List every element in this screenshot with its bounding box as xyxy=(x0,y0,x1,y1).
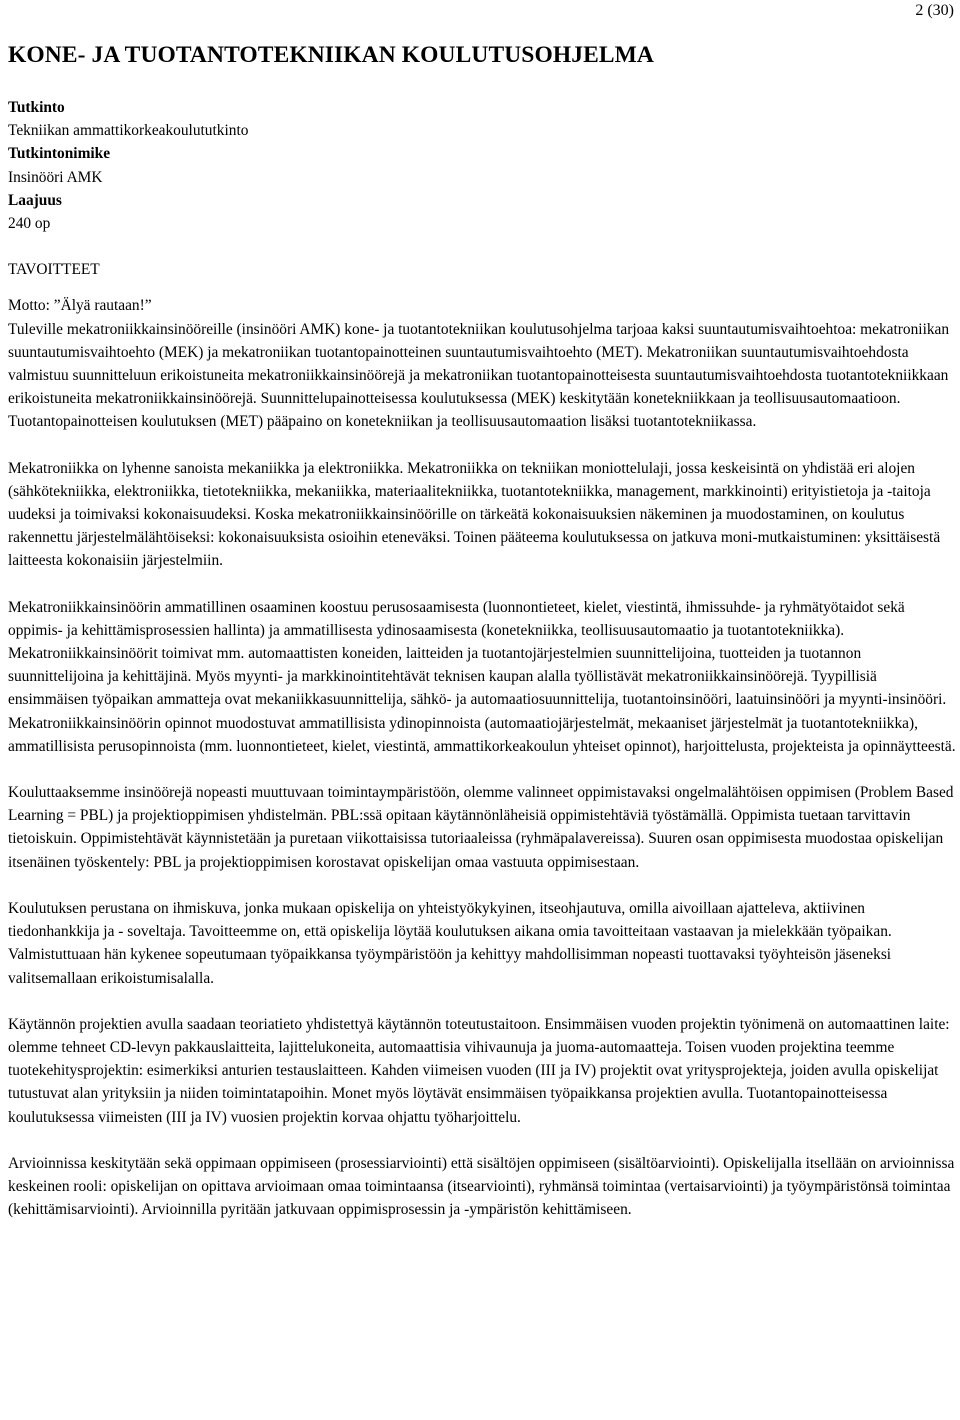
paragraph-assessment: Arvioinnissa keskitytään sekä oppimaan oppimiseen (prosessiarviointi) että sisältöjen oppimiseen (sisältöarviointi). Opiskelijalla itsellään on arvioinnissa keskeinen rooli: opiskelijan on opittava arvioimaan omaa toimintaansa (itsearviointi), ryhmänsä toimintaa (vertaisarviointi) ja työympäristönsä toimintaa (kehittämisarviointi). Arvioinnilla pyritään jatkuvaan oppimisprosessin ja -ympäristön kehittämiseen. xyxy=(8,1154,955,1219)
scope-label: Laajuus xyxy=(8,191,62,209)
paragraph-pbl: Kouluttaaksemme insinöörejä nopeasti muuttuvaan toimintaympäristöön, olemme valinneet oppimistavaksi ongelmalähtöisen oppimisen (Problem Based Learning = PBL) ja projektioppimisen yhdistelmän. PBL:ssä opitaan käytännönläheisiä oppimistehtäviä työstämällä. Oppimista tuetaan tarvittavin tietoiskuin. Oppimistehtävät käynnistetään ja puretaan viikottaisissa tutoriaaleissa (ryhmäpalavereissa). Suuren osan oppimisesta muodostaa opiskelijan itsenäinen työskentely: PBL ja projektioppimisen korostavat opiskelijan omaa vastuuta oppimisestaan. xyxy=(8,784,954,871)
degree-label: Tutkinto xyxy=(8,99,65,116)
degree-info xyxy=(8,96,956,235)
page-number: 2 (30) xyxy=(915,2,954,19)
document-title: KONE- JA TUOTANTOTEKNIIKAN KOULUTUSOHJELMA xyxy=(8,42,654,68)
motto: Motto: ”Älyä rautaan!” xyxy=(8,297,152,315)
document-body xyxy=(8,40,956,1244)
degree-title-label: Tutkintonimike xyxy=(8,145,111,163)
paragraph-projects: Käytännön projektien avulla saadaan teoriatieto yhdistettyä käytännön toteutustaitoon. Ensimmäisen vuoden projektin työnimenä on automaattinen laite: olemme tehneet CD-levyn pakkauslaitteita, lajittelukoneita, automaattisia vihivaunuja ja juoma-automaatteja. Toisen vuoden projektina teemme tuotekehitysprojektin: esimerkiksi anturien testauslaitteen. Kahden viimeisen vuoden (III ja IV) projektit ovat yritysprojekteja, joiden avulla opiskelijat tutustuvat alan yrityksiin ja niiden toimintatapoihin. Monet myös löytävät ensimmäisen työpaikkansa projektien avulla. Tuotantopainotteisessa koulutuksessa viimeisten (III ja IV) vuosien projektin korvaa ohjattu työharjoittelu. xyxy=(8,1015,950,1126)
paragraph-foundation: Koulutuksen perustana on ihmiskuva, jonka mukaan opiskelija on yhteistyökykyinen, itseohjautuva, omilla aivoillaan ajatteleva, aktiivinen tiedonhankkija ja - soveltaja. Tavoitteemme on, että opiskelija löytää koulutuksen aikana omia tavoitteitaan vastaavan ja mielekkään työpaikan. Valmistuttuaan hän kykenee sopeutumaan työpaikkansa työympäristöön ja kehittyy mahdollisimman nopeasti tuottavaksi työyhteisön jäseneksi valitsemallaan erikoistumisalalla. xyxy=(8,899,892,987)
paragraph-mechatronics: Mekatroniikka on lyhenne sanoista mekaniikka ja elektroniikka. Mekatroniikka on tekniikan moniottelulaji, jossa keskeisintä on yhdistää eri alojen (sähkötekniikka, elektroniikka, tietotekniikka, mekaniikka, materiaalitekniikka, tuotantotekniikka, management, markkinointi) erityistietoja ja -taitoja uudeksi ja toimivaksi kokonaisuudeksi. Koska mekatroniikkainsinöörille on tärkeätä kokonaisuuksien näkeminen ja muodostaminen, on koulutus rakennettu järjestelmälähtöiseksi: kokonaisuuksista osioihin eteneväksi. Toinen pääteema koulutuksessa on jatkuva moni-mutkaistuminen: yksittäisestä laitteesta kokonaisiin järjestelmiin. xyxy=(8,459,941,570)
paragraph-intro: Tuleville mekatroniikkainsinööreille (insinööri AMK) kone- ja tuotantotekniikan koulutusohjelma tarjoaa kaksi suuntautumisvaihtoehtoa: mekatroniikan suuntautumisvaihtoehto (MEK) ja mekatroniikan tuotantopainotteinen suuntautumisvaihtoehto (MET). Mekatroniikan suuntautumisvaihtoehdosta valmistuu suunnitteluun erikoistuneita mekatroniikkainsinöörejä ja mekatroniikan tuotantopainotteisesta suuntautumisvaihtoehdosta tuotantotekniikkaan erikoistuneita mekatroniikkainsinöörejä. Suunnittelupainotteisessa koulutuksessa (MEK) keskitytään konetekniikkaan ja teollisuusautomaatioon. Tuotantopainotteisen koulutuksen (MET) pääpaino on konetekniikan ja teollisuusautomaation lisäksi tuotantotekniikassa. xyxy=(8,320,950,431)
paragraph-competence: Mekatroniikkainsinöörin ammatillinen osaaminen koostuu perusosaamisesta (luonnontieteet, kielet, viestintä, ihmissuhde- ja ryhmätyötaidot sekä oppimis- ja kehittämisprosessien hallinta) ja ammatillisesta ydinosaamisesta (konetekniikka, teollisuusautomaatio ja tuotantotekniikka). Mekatroniikkainsinöörit toimivat mm. automaattisten koneiden, laitteiden ja tuotantojärjestelmien suunnittelijoina, tuotteiden ja tuotannon suunnittelijoina ja kehittäjinä. Myös myynti- ja markkinointitehtävät teknisen kaupan alalla työllistävät mekatroniikkainsinöörejä. Tyypillisiä ensimmäisen työpaikan ammatteja ovat mekaniikkasuunnittelija, sähkö- ja automaatiosuunnittelija, tuotantoinsinööri, laatuinsinööri ja myynti-insinööri. Mekatroniikkainsinöörin opinnot muodostuvat ammatillisista ydinopinnoista (automaatiojärjestelmät, mekaaniset järjestelmät ja tuotantotekniikka), ammatillisista perusopinnoista (mm. luonnontieteet, kielet, viestintä, ammattikorkeakoulun yhteiset opinnot), harjoittelusta, projekteista ja opinnäytteestä. xyxy=(8,598,956,755)
degree-title-value: Insinööri AMK xyxy=(8,168,103,186)
section-heading: TAVOITTEET xyxy=(8,261,100,279)
degree-value: Tekniikan ammattikorkeakoulututkinto xyxy=(8,122,249,140)
scope-value: 240 op xyxy=(8,215,51,233)
